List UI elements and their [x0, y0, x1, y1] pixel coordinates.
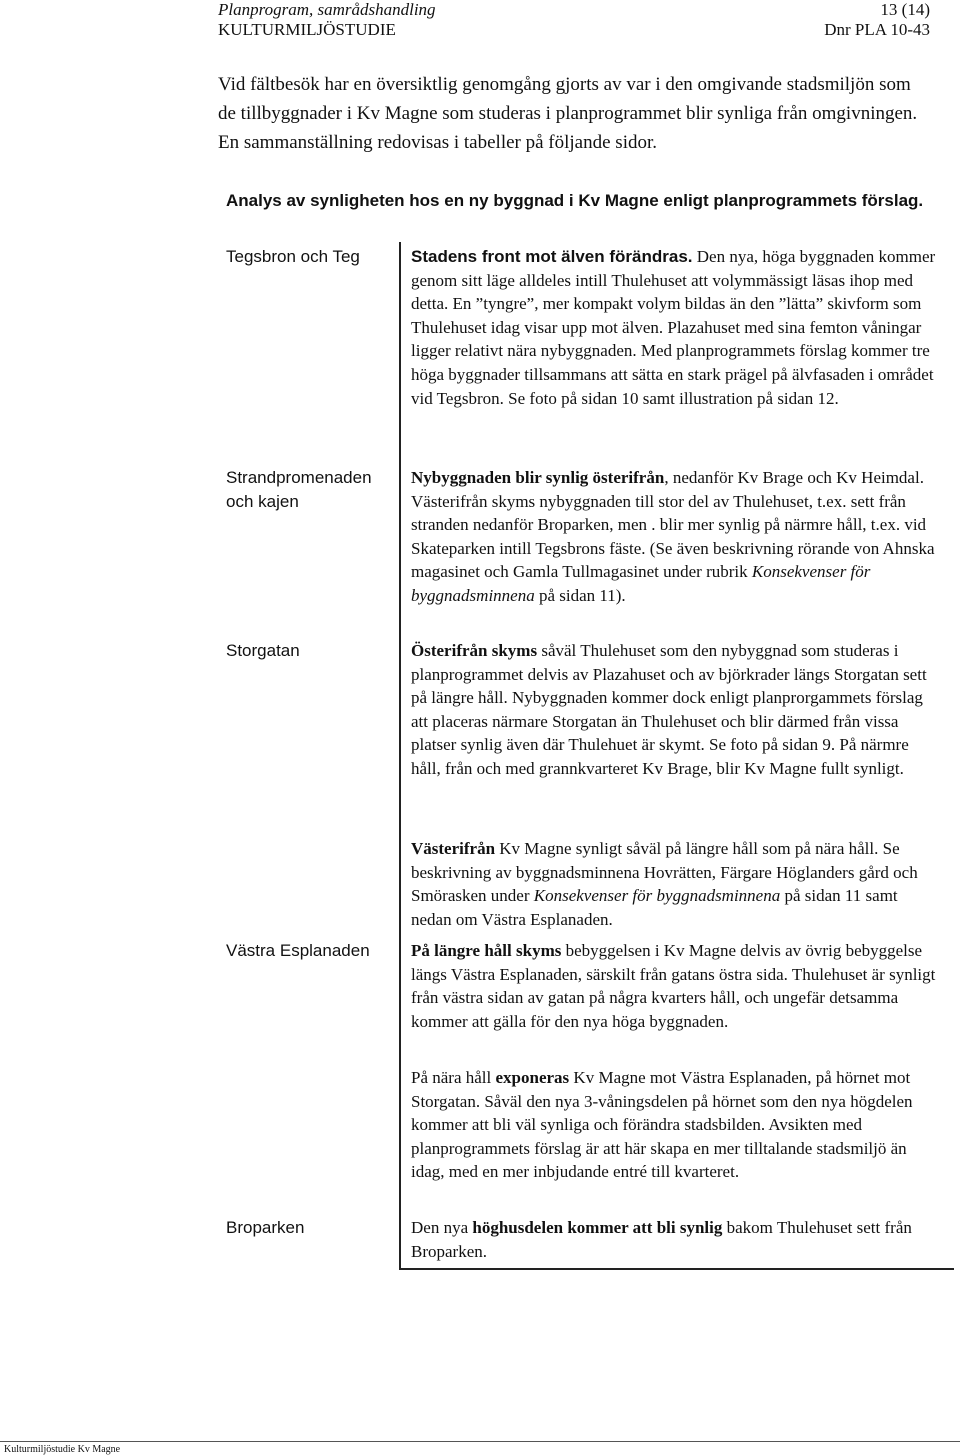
- document-title: Planprogram, samrådshandling: [218, 0, 436, 19]
- emphasis-text: På längre håll skyms: [411, 941, 562, 960]
- footer-rule: [0, 1441, 960, 1442]
- body-text-tail: på sidan 11).: [534, 585, 626, 605]
- row-label-broparken: Broparken: [226, 1218, 305, 1237]
- emphasis-text: Österifrån skyms: [411, 641, 538, 660]
- row-label-storgatan: Storgatan: [226, 641, 300, 660]
- analysis-heading: Analys av synligheten hos en ny byggnad i Kv Magne enligt planprogrammets förslag.: [226, 191, 924, 210]
- running-header-top: [218, 0, 930, 20]
- paragraph-storgatan-east: [411, 639, 941, 781]
- emphasis-text: Nybyggnaden blir synlig österifrån: [411, 468, 665, 487]
- paragraph-strandpromenaden: [411, 466, 941, 608]
- row-label-tegsbron: Tegsbron och Teg: [226, 247, 360, 266]
- document-subtitle: KULTURMILJÖSTUDIE: [218, 20, 396, 39]
- paragraph-vastra-esplanaden-near: [411, 1066, 941, 1184]
- italic-reference: Konsekvenser för byggnadsminnena: [533, 886, 781, 906]
- emphasis-text: höghusdelen kommer att bli synlig: [472, 1218, 723, 1237]
- body-text-tail: på sidan 11 samt nedan om Västra Esplanaden.: [411, 886, 898, 929]
- table-divider-vertical: [399, 242, 401, 1269]
- italic-reference: Konsekvenser för byggnadsminnena: [411, 562, 871, 605]
- body-text: Kv Magne mot Västra Esplanaden, på hörnet mot Storgatan. Såväl den nya 3-våningsdelen på hörnet som den nya högdelen kommer att bli väl synliga och förändra stadsbilden. Avsikten med planprogrammets förslag är att här skapa en mer tilltalande stadsmiljö än idag, med en mer inbjudande entré till kvarteret.: [411, 1068, 913, 1182]
- body-text-lead: Den nya: [411, 1218, 473, 1237]
- reference-number: Dnr PLA 10-43: [824, 20, 930, 39]
- body-text: , nedanför Kv Brage och Kv Heimdal. Västerifrån skyms nybyggnaden till stor del av Thulehuset, t.ex. sett från stranden nedanför Broparken, men . blir mer synlig på närmre håll, t.ex. vid Skateparken intill Tegsbrons fäste. (Se även beskrivning rörande von Ahnska magasinet och Gamla Tullmagasinet under rubrik: [411, 468, 935, 582]
- page-number: 13 (14): [880, 0, 930, 19]
- body-text-lead: På nära håll: [411, 1068, 496, 1087]
- emphasis-text: Stadens front mot älven förändras.: [411, 247, 693, 266]
- body-text: såväl Thulehuset som den nybyggnad som studeras i planprogrammet delvis av Plazahuset och av björkrader längs Storgatan sett på längre håll. Nybyggnaden kommer dock enligt planprorgammets förslag att placeras närmare Storgatan än Thulehuset och blir därmed från vissa platser synlig även där Thulehuet är skymt. Se foto på sidan 9. På närmre håll, från och med grannkvarteret Kv Brage, blir Kv Magne fullt synligt.: [411, 641, 927, 778]
- footer-text: Kulturmiljöstudie Kv Magne: [4, 1444, 121, 1455]
- row-label-strandpromenaden: Strandpromenaden och kajen: [226, 468, 372, 511]
- emphasis-text: Västerifrån: [411, 839, 496, 858]
- intro-paragraph: Vid fältbesök har en översiktlig genomgång gjorts av var i den omgivande stadsmiljön som de tillbyggnader i Kv Magne som studeras i planprogrammet blir synliga från omgivningen. En sammanställning redovisas i tabeller på följande sidor.: [218, 74, 918, 153]
- body-text: bebyggelsen i Kv Magne delvis av övrig bebyggelse längs Västra Esplanaden, särskilt från gatans östra sida. Thulehuset är synligt från västra sidan av gatan på några kvarters håll, och ungefär detsamma kommer att gälla för den nya höga byggnaden.: [411, 941, 936, 1031]
- emphasis-text: exponeras: [495, 1068, 570, 1087]
- row-label-vastra-esplanaden: Västra Esplanaden: [226, 941, 370, 960]
- paragraph-vastra-esplanaden-far: [411, 939, 941, 1033]
- running-header-bottom: [218, 20, 930, 40]
- body-text: Kv Magne synligt såväl på längre håll som på nära håll. Se beskrivning av byggnadsminnena Hovrätten, Färgare Höglanders gård och Smörasken under: [411, 839, 918, 906]
- body-text: bakom Thulehuset sett från Broparken.: [411, 1218, 912, 1261]
- paragraph-storgatan-west: [411, 837, 941, 931]
- body-text: Den nya, höga byggnaden kommer genom sitt läge alldeles intill Thulehuset att volymmässigt läsas ihop med detta. En ”tyngre”, mer kompakt volym bildas än den ”lätta” skivform som Thulehuset idag visar upp mot älven. Plazahuset med sina femton våningar ligger relativt nära nybyggnaden. Med planprogrammets förslag kommer tre höga byggnader tillsammans att sätta en stark prägel på älvfasaden i området vid Tegsbron. Se foto på sidan 10 samt illustration på sidan 12.: [411, 247, 936, 408]
- paragraph-broparken: [411, 1216, 941, 1263]
- table-divider-horizontal: [399, 1268, 954, 1270]
- paragraph-tegsbron: [411, 245, 941, 410]
